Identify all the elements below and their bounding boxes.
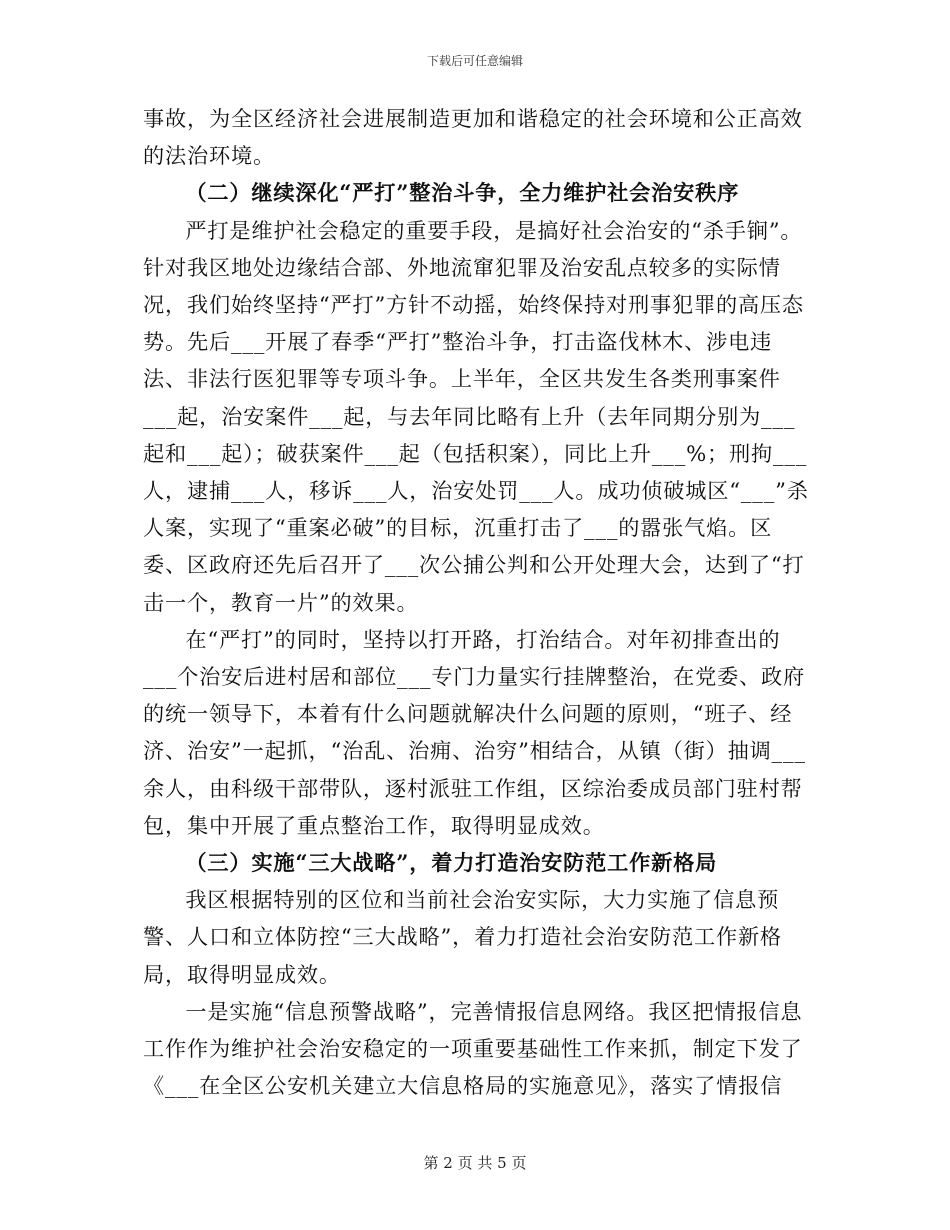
document-body xyxy=(143,100,809,1104)
paragraph-strike-hard: 严打是维护社会稳定的重要手段，是搞好社会治安的“杀手锏”。针对我区地处边缘结合部、外地流窜犯罪及治安乱点较多的实际情况，我们始终坚持“严打”方针不动摇，始终保持对刑事犯罪的高压态势。先后___开展了春季“严打”整治斗争，打击盗伐林木、涉电违法、非法行医犯罪等专项斗争。上半年，全区共发生各类刑事案件___起，治安案件___起，与去年同比略有上升（去年同期分别为___起和___起）；破获案件___起（包括积案），同比上升___%；刑拘___人，逮捕___人，移诉___人，治安处罚___人。成功侦破城区“___”杀人案，实现了“重案必破”的目标，沉重打击了___的嚣张气焰。区委、区政府还先后召开了___次公捕公判和公开处理大会，达到了“打击一个，教育一片”的效果。 xyxy=(143,217,809,615)
page-header: 下载后可任意编辑 xyxy=(426,54,523,68)
section-heading-3: （三）实施“三大战略”，着力打造治安防范工作新格局 xyxy=(185,850,718,876)
paragraph-continuation: 事故，为全区经济社会进展制造更加和谐稳定的社会环境和公正高效的法治环境。 xyxy=(143,106,803,169)
page-footer: 第 2 页 共 5 页 xyxy=(423,1154,527,1172)
paragraph-info-warning: 一是实施“信息预警战略”，完善情报信息网络。我区把情报信息工作作为维护社会治安稳定的一项重要基础性工作来抓，制定下发了《___在全区公安机关建立大信息格局的实施意见》，落实了情报信 xyxy=(143,998,803,1099)
paragraph-three-strategies: 我区根据特别的区位和当前社会治安实际，大力实施了信息预警、人口和立体防控“三大战略”，着力打造社会治安防范工作新格局，取得明显成效。 xyxy=(143,887,782,987)
paragraph-rectification: 在“严打”的同时，坚持以打开路，打治结合。对年初排查出的___个治安后进村居和部位___专门力量实行挂牌整治，在党委、政府的统一领导下，本着有什么问题就解决什么问题的原则，“班子、经济、治安”一起抓，“治乱、治痈、治穷”相结合，从镇（街）抽调___余人，由科级干部带队，逐村派驻工作组，区综治委成员部门驻村帮包，集中开展了重点整治工作，取得明显成效。 xyxy=(143,626,806,838)
section-heading-2: （二）继续深化“严打”整治斗争，全力维护社会治安秩序 xyxy=(185,180,740,206)
